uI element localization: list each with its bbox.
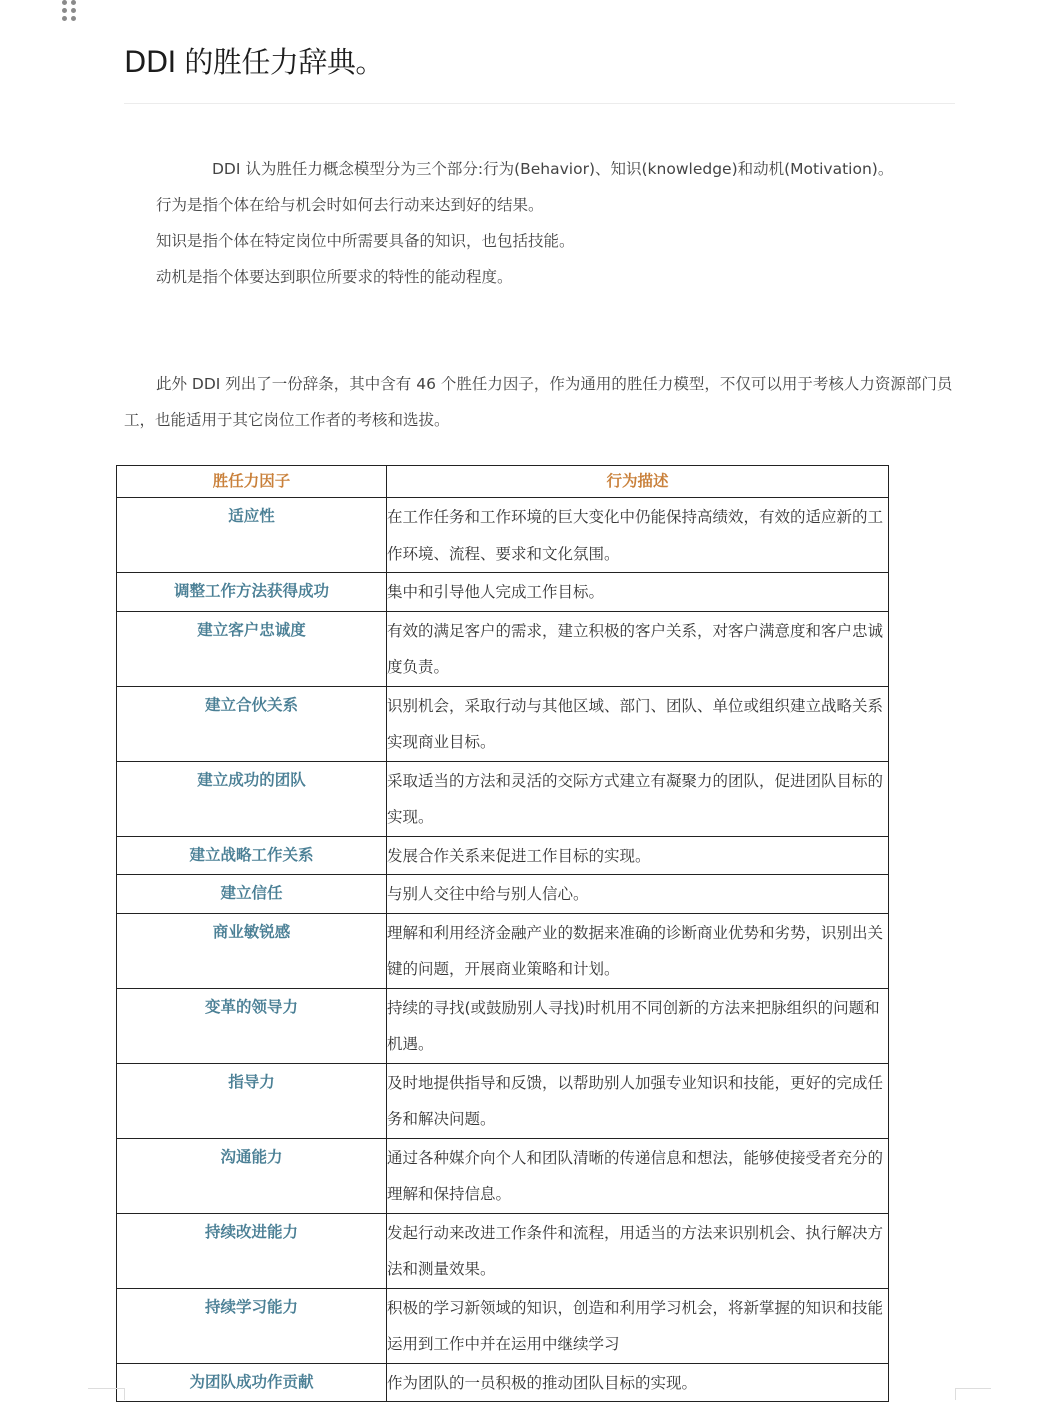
intro-paragraph-3: 知识是指个体在特定岗位中所需要具备的知识，也包括技能。	[156, 232, 575, 250]
factor-cell: 建立战略工作关系	[117, 836, 387, 875]
description-cell	[387, 913, 889, 988]
description-text: 通过各种媒介向个人和团队清晰的传递信息和想法，能够使接受者充分的理解和保持信息。	[387, 1148, 884, 1203]
factor-cell: 适应性	[117, 498, 387, 573]
table-header-row	[117, 466, 889, 498]
description-text: 在工作任务和工作环境的巨大变化中仍能保持高绩效，有效的适应新的工作环境、流程、要求和文化氛围。	[387, 508, 884, 563]
factor-cell: 指导力	[117, 1063, 387, 1138]
table-row	[117, 1138, 889, 1213]
table-row	[117, 988, 889, 1063]
page-edge-right	[955, 1388, 991, 1389]
description-cell	[387, 1063, 889, 1138]
table-row	[117, 611, 889, 686]
table-row	[117, 686, 889, 761]
factor-cell: 建立成功的团队	[117, 761, 387, 836]
description-text: 积极的学习新领域的知识，创造和利用学习机会，将新掌握的知识和技能运用到工作中并在运用中继续学习	[387, 1298, 884, 1353]
description-text: 理解和利用经济金融产业的数据来准确的诊断商业优势和劣势，识别出关键的问题，开展商业策略和计划。	[387, 923, 884, 978]
intro-paragraph-1: DDI 认为胜任力概念模型分为三个部分:行为(Behavior)、知识(knowledge)和动机(Motivation)。	[212, 160, 894, 178]
factor-cell: 建立合伙关系	[117, 686, 387, 761]
page-edge-right-tick	[955, 1388, 956, 1400]
title-divider	[124, 103, 955, 104]
description-text: 发展合作关系来促进工作目标的实现。	[387, 846, 651, 865]
factor-cell: 持续学习能力	[117, 1288, 387, 1363]
table-row	[117, 836, 889, 875]
intro-paragraph-4: 动机是指个体要达到职位所要求的特性的能动程度。	[156, 268, 513, 286]
factor-cell: 建立信任	[117, 875, 387, 914]
description-text: 持续的寻找(或鼓励别人寻找)时机用不同创新的方法来把脉组织的问题和机遇。	[387, 998, 880, 1053]
intro-paragraph-5: 此外 DDI 列出了一份辞条，其中含有 46 个胜任力因子，作为通用的胜任力模型，不仅可以用于考核人力资源部门员工，也能适用于其它岗位工作者的考核和选拔。	[124, 375, 953, 429]
table-row	[117, 875, 889, 914]
description-text: 集中和引导他人完成工作目标。	[387, 583, 605, 601]
description-text: 及时地提供指导和反馈，以帮助别人加强专业知识和技能，更好的完成任务和解决问题。	[387, 1073, 884, 1128]
factor-cell: 为团队成功作贡献	[117, 1363, 387, 1402]
description-text: 与别人交往中给与别人信心。	[387, 885, 589, 903]
description-cell	[387, 686, 889, 761]
header-description: 行为描述	[387, 466, 889, 498]
competency-table	[116, 465, 889, 1402]
table-row	[117, 573, 889, 612]
table-row	[117, 1363, 889, 1402]
description-cell	[387, 611, 889, 686]
description-cell	[387, 1138, 889, 1213]
table-row	[117, 1213, 889, 1288]
table-row	[117, 913, 889, 988]
header-factor: 胜任力因子	[117, 466, 387, 498]
table-row	[117, 1063, 889, 1138]
description-text: 识别机会，采取行动与其他区域、部门、团队、单位或组织建立战略关系实现商业目标。	[387, 696, 884, 751]
description-cell	[387, 573, 889, 612]
description-cell	[387, 498, 889, 573]
description-cell	[387, 1363, 889, 1402]
factor-cell: 建立客户忠诚度	[117, 611, 387, 686]
factor-cell: 持续改进能力	[117, 1213, 387, 1288]
description-text: 作为团队的一员积极的推动团队目标的实现。	[387, 1373, 698, 1392]
description-cell	[387, 875, 889, 914]
factor-cell: 调整工作方法获得成功	[117, 573, 387, 612]
description-text: 发起行动来改进工作条件和流程，用适当的方法来识别机会、执行解决方法和测量效果。	[387, 1223, 884, 1278]
description-text: 有效的满足客户的需求，建立积极的客户关系，对客户满意度和客户忠诚度负责。	[387, 621, 884, 676]
drag-handle-icon[interactable]	[62, 0, 76, 24]
factor-cell: 沟通能力	[117, 1138, 387, 1213]
description-cell	[387, 761, 889, 836]
description-cell	[387, 988, 889, 1063]
description-cell	[387, 836, 889, 875]
table-row	[117, 761, 889, 836]
page-edge-left-tick	[124, 1388, 125, 1400]
description-text: 采取适当的方法和灵活的交际方式建立有凝聚力的团队，促进团队目标的实现。	[387, 771, 884, 826]
table-row	[117, 498, 889, 573]
description-cell	[387, 1213, 889, 1288]
page-title: DDI 的胜任力辞典。	[124, 45, 384, 79]
intro-paragraph-2: 行为是指个体在给与机会时如何去行动来达到好的结果。	[156, 196, 544, 214]
factor-cell: 商业敏锐感	[117, 913, 387, 988]
table-row	[117, 1288, 889, 1363]
description-cell	[387, 1288, 889, 1363]
factor-cell: 变革的领导力	[117, 988, 387, 1063]
page-edge-left	[88, 1388, 124, 1389]
